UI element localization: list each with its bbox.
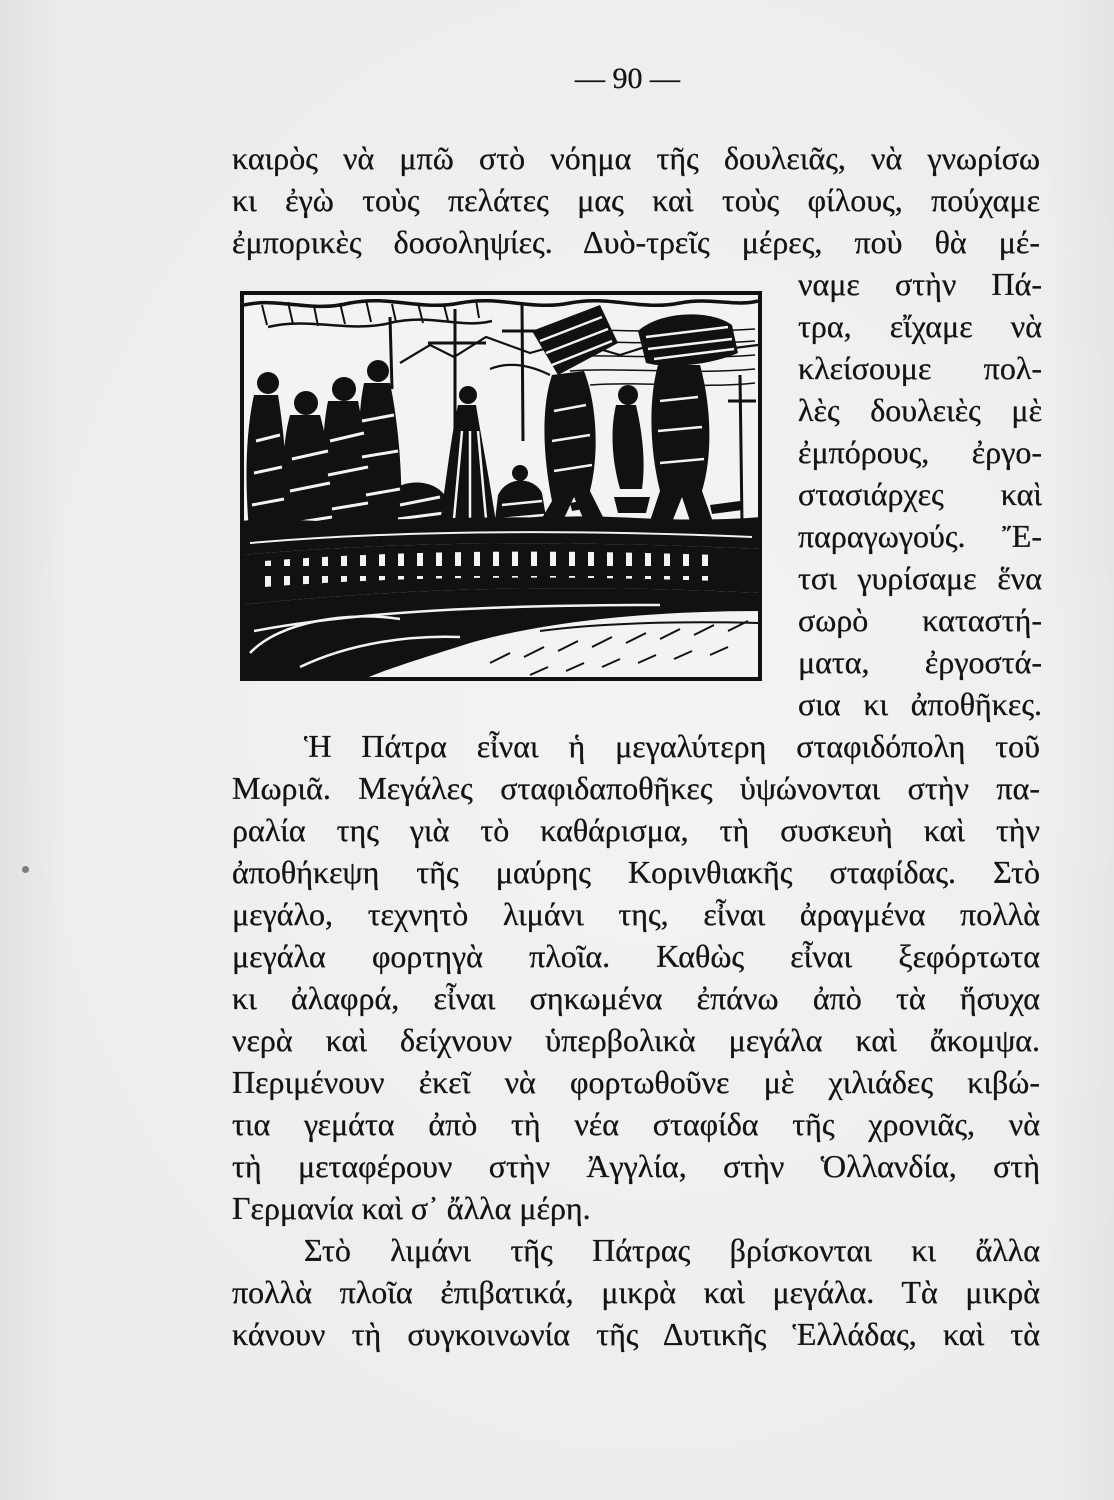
text-line-10: παραγωγούς. Ἔ- <box>798 518 1042 554</box>
text-line-7: λὲς δουλειὲς μὲ <box>798 392 1042 428</box>
harbor-illustration <box>240 291 762 681</box>
text-line-4: ναμε στὴν Πά- <box>798 266 1042 302</box>
text-line-24: τια γεμάτα ἀπὸ τὴ νέα σταφίδα τῆς χρονιᾶς, νὰ <box>232 1106 1040 1142</box>
text-column-beside-illustration <box>798 263 1042 725</box>
text-line-28: πολλὰ πλοῖα ἐπιβατικά, μικρὰ καὶ μεγάλα. Τὰ μικρὰ <box>232 1274 1040 1310</box>
text-line-16: Μωριᾶ. Μεγάλες σταφιδαποθῆκες ὑψώνονται στὴν πα- <box>232 770 1040 806</box>
text-line-20: μεγάλα φορτηγὰ πλοῖα. Καθὼς εἶναι ξεφόρτωτα <box>232 938 1040 974</box>
text-line-17: ραλία της γιὰ τὸ καθάρισμα, τὴ συσκευὴ καὶ τὴν <box>232 812 1040 848</box>
page-number: — 90 — <box>575 62 680 95</box>
scan-speck <box>22 866 29 873</box>
text-line-25: τὴ μεταφέρουν στὴν Ἀγγλία, στὴν Ὁλλανδία, στὴ <box>232 1148 1040 1184</box>
text-line-13: ματα, ἐργοστά- <box>798 644 1042 680</box>
text-line-19: μεγάλο, τεχνητὸ λιμάνι της, εἶναι ἀραγμένα πολλὰ <box>232 896 1040 932</box>
text-line-1: καιρὸς νὰ μπῶ στὸ νόημα τῆς δουλειᾶς, νὰ γνωρίσω <box>232 140 1040 176</box>
opening-lines <box>232 137 1040 263</box>
text-line-22: νερὰ καὶ δείχνουν ὑπερβολικὰ μεγάλα καὶ ἄκομψα. <box>232 1022 1040 1058</box>
text-line-3: ἐμπορικὲς δοσοληψίες. Δυὸ-τρεῖς μέρες, ποὺ θὰ μέ- <box>232 224 1040 260</box>
text-line-11: τσι γυρίσαμε ἕνα <box>798 560 1042 596</box>
text-line-26: Γερμανία καὶ σ᾽ ἄλλα μέρη. <box>232 1190 591 1226</box>
text-line-14: σια κι ἀποθῆκες. <box>798 686 1042 722</box>
text-line-18: ἀποθήκεψη τῆς μαύρης Κορινθιακῆς σταφίδας. Στὸ <box>232 854 1040 890</box>
text-line-12: σωρὸ καταστή- <box>798 602 1042 638</box>
text-line-23: Περιμένουν ἐκεῖ νὰ φορτωθοῦνε μὲ χιλιάδες κιβώ- <box>232 1064 1040 1100</box>
text-line-15: Ἡ Πάτρα εἶναι ἡ μεγαλύτερη σταφιδόπολη τοῦ <box>304 728 1040 764</box>
paragraph-patras <box>232 725 1040 1229</box>
paragraph-harbor <box>232 1229 1040 1355</box>
text-line-2: κι ἐγὼ τοὺς πελάτες μας καὶ τοὺς φίλους, πούχαμε <box>232 182 1040 218</box>
text-line-9: στασιάρχες καὶ <box>798 476 1042 512</box>
text-line-5: τρα, εἴχαμε νὰ <box>798 308 1042 344</box>
text-line-8: ἐμπόρους, ἐργο- <box>798 434 1042 470</box>
text-line-6: κλείσουμε πολ- <box>798 350 1042 386</box>
text-line-29: κάνουν τὴ συγκοινωνία τῆς Δυτικῆς Ἑλλάδας, καὶ τὰ <box>232 1316 1040 1352</box>
text-line-27: Στὸ λιμάνι τῆς Πάτρας βρίσκονται κι ἄλλα <box>304 1232 1040 1268</box>
text-line-21: κι ἀλαφρά, εἶναι σηκωμένα ἐπάνω ἀπὸ τὰ ἥσυχα <box>232 980 1040 1016</box>
